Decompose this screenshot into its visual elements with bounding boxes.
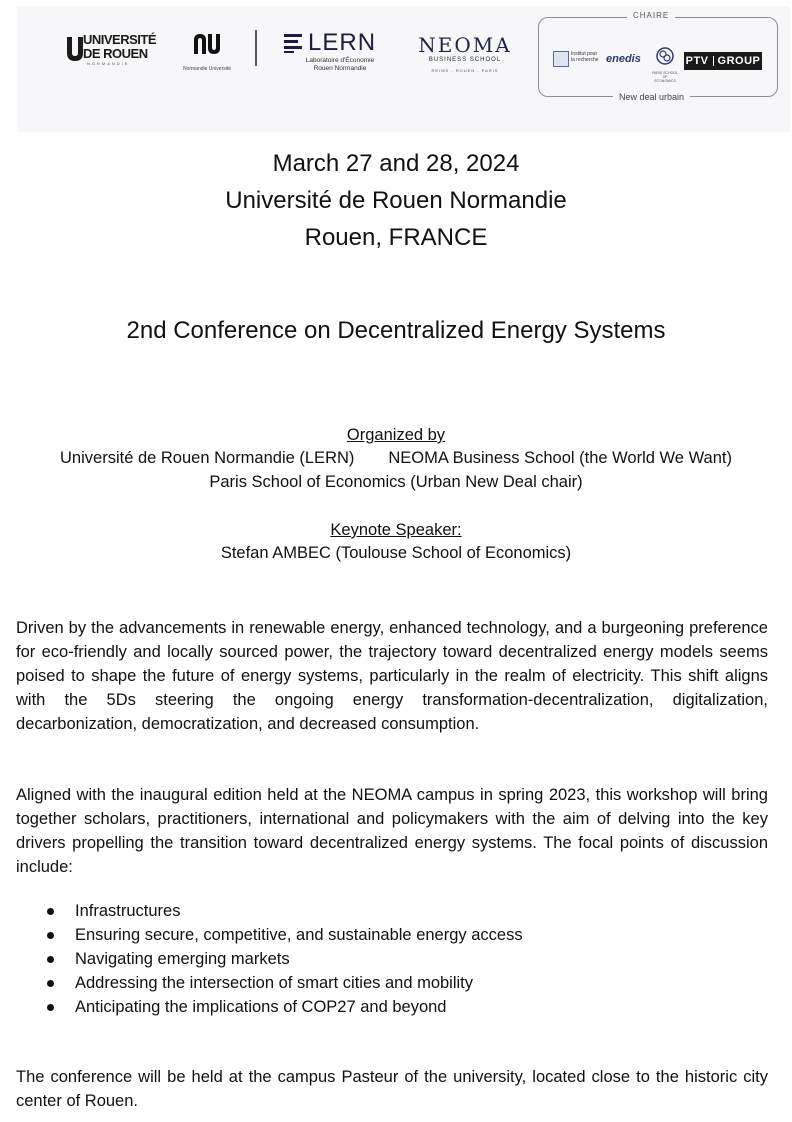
organizer-urn: Université de Rouen Normandie (LERN) — [60, 449, 355, 467]
urn-sub: NORMANDIE — [87, 61, 130, 66]
organizer-neoma: NEOMA Business School (the World We Want) — [388, 449, 732, 467]
normandie-universite-label: Normandie Université — [182, 66, 232, 72]
list-item-text: Navigating emerging markets — [75, 950, 290, 968]
event-header — [0, 145, 792, 256]
chaire-new-deal-urbain-box — [538, 11, 778, 102]
normandie-universite-mark-icon — [192, 32, 222, 56]
conference-title: 2nd Conference on Decentralized Energy Systems — [126, 317, 666, 344]
universite-de-rouen-logo — [65, 33, 157, 73]
ptv-left: PTV — [685, 55, 709, 67]
ptv-right: GROUP — [717, 55, 761, 67]
logo-divider — [255, 30, 257, 66]
list-item — [44, 923, 744, 947]
lern-sub1: Laboratoire d'Économie — [305, 57, 375, 64]
organizer-pse: Paris School of Economics (Urban New Deal chair) — [209, 473, 583, 491]
lern-sub2: Rouen Normandie — [313, 65, 367, 72]
neoma-logo — [413, 34, 517, 84]
bullet-icon — [47, 908, 54, 915]
urn-line1: UNIVERSITÉ — [83, 32, 157, 47]
list-item-text: Ensuring secure, competitive, and sustainable energy access — [75, 926, 523, 944]
organized-by-heading: Organized by — [346, 426, 446, 444]
list-item-text: Anticipating the implications of COP27 and beyond — [75, 998, 447, 1016]
chaire-label: CHAIRE — [627, 11, 675, 20]
pse-label: PARIS SCHOOL OF ECONOMICS — [652, 71, 678, 83]
focal-points-list — [44, 899, 744, 1019]
paragraph-location: The conference will be held at the campus Pasteur of the university, located close to the historic city center of Rouen. — [16, 1068, 768, 1110]
bullet-icon — [47, 932, 54, 939]
normandie-universite-logo — [175, 32, 239, 76]
ptv-divider — [713, 56, 714, 66]
list-item — [44, 947, 744, 971]
enedis-logo: enedis — [606, 53, 641, 65]
ptv-group-logo — [684, 52, 762, 70]
neoma-cities: REIMS - ROUEN - PARIS — [431, 68, 499, 73]
neoma-title: NEOMA — [418, 33, 512, 57]
event-venue: Université de Rouen Normandie — [225, 187, 567, 214]
organizers-line1 — [0, 447, 792, 469]
event-date: March 27 and 28, 2024 — [272, 150, 520, 177]
list-item-text: Addressing the intersection of smart cities and mobility — [75, 974, 474, 992]
neoma-sub: BUSINESS SCHOOL — [428, 57, 502, 63]
bullet-icon — [47, 956, 54, 963]
pse-logo — [652, 46, 678, 83]
lern-title: LERN — [308, 29, 377, 56]
urn-mark-icon — [65, 35, 85, 63]
lern-logo — [282, 30, 402, 82]
list-item-text: Infrastructures — [75, 902, 181, 920]
pse-mark-icon — [655, 46, 675, 66]
bullet-icon — [47, 1004, 54, 1011]
list-item — [44, 971, 744, 995]
keynote-speaker: Stefan AMBEC (Toulouse School of Economics) — [220, 544, 572, 562]
paragraph-workshop: Aligned with the inaugural edition held at the NEOMA campus in spring 2023, this workshop will bring together scholars, practitioners, international and policymakers with the aim of delving into the key drivers propelling the transition toward decentralized energy systems. The focal points of discussion include: — [16, 786, 768, 876]
logo-banner — [17, 6, 790, 132]
list-item — [44, 995, 744, 1019]
list-item — [44, 899, 744, 923]
chaire-footer: New deal urbain — [613, 92, 690, 102]
ipr-label: Institut pour la recherche — [571, 51, 599, 63]
event-city: Rouen, FRANCE — [304, 224, 488, 251]
keynote-heading: Keynote Speaker: — [330, 521, 462, 539]
lern-mark-icon — [282, 32, 304, 54]
institut-recherche-logo — [553, 51, 601, 73]
ipr-mark-icon — [553, 51, 569, 67]
bullet-icon — [47, 980, 54, 987]
urn-line2: DE ROUEN — [83, 46, 148, 61]
paragraph-intro: Driven by the advancements in renewable energy, enhanced technology, and a burgeoning preference for eco-friendly and locally sourced power, the trajectory toward decentralized energy models seems poised to shape the future of energy systems, particularly in the realm of electricity. This shift aligns with the 5Ds steering the ongoing energy transformation-decentralization, digitalization, decarbonization, democratization, and decreased consumption. — [16, 619, 768, 733]
